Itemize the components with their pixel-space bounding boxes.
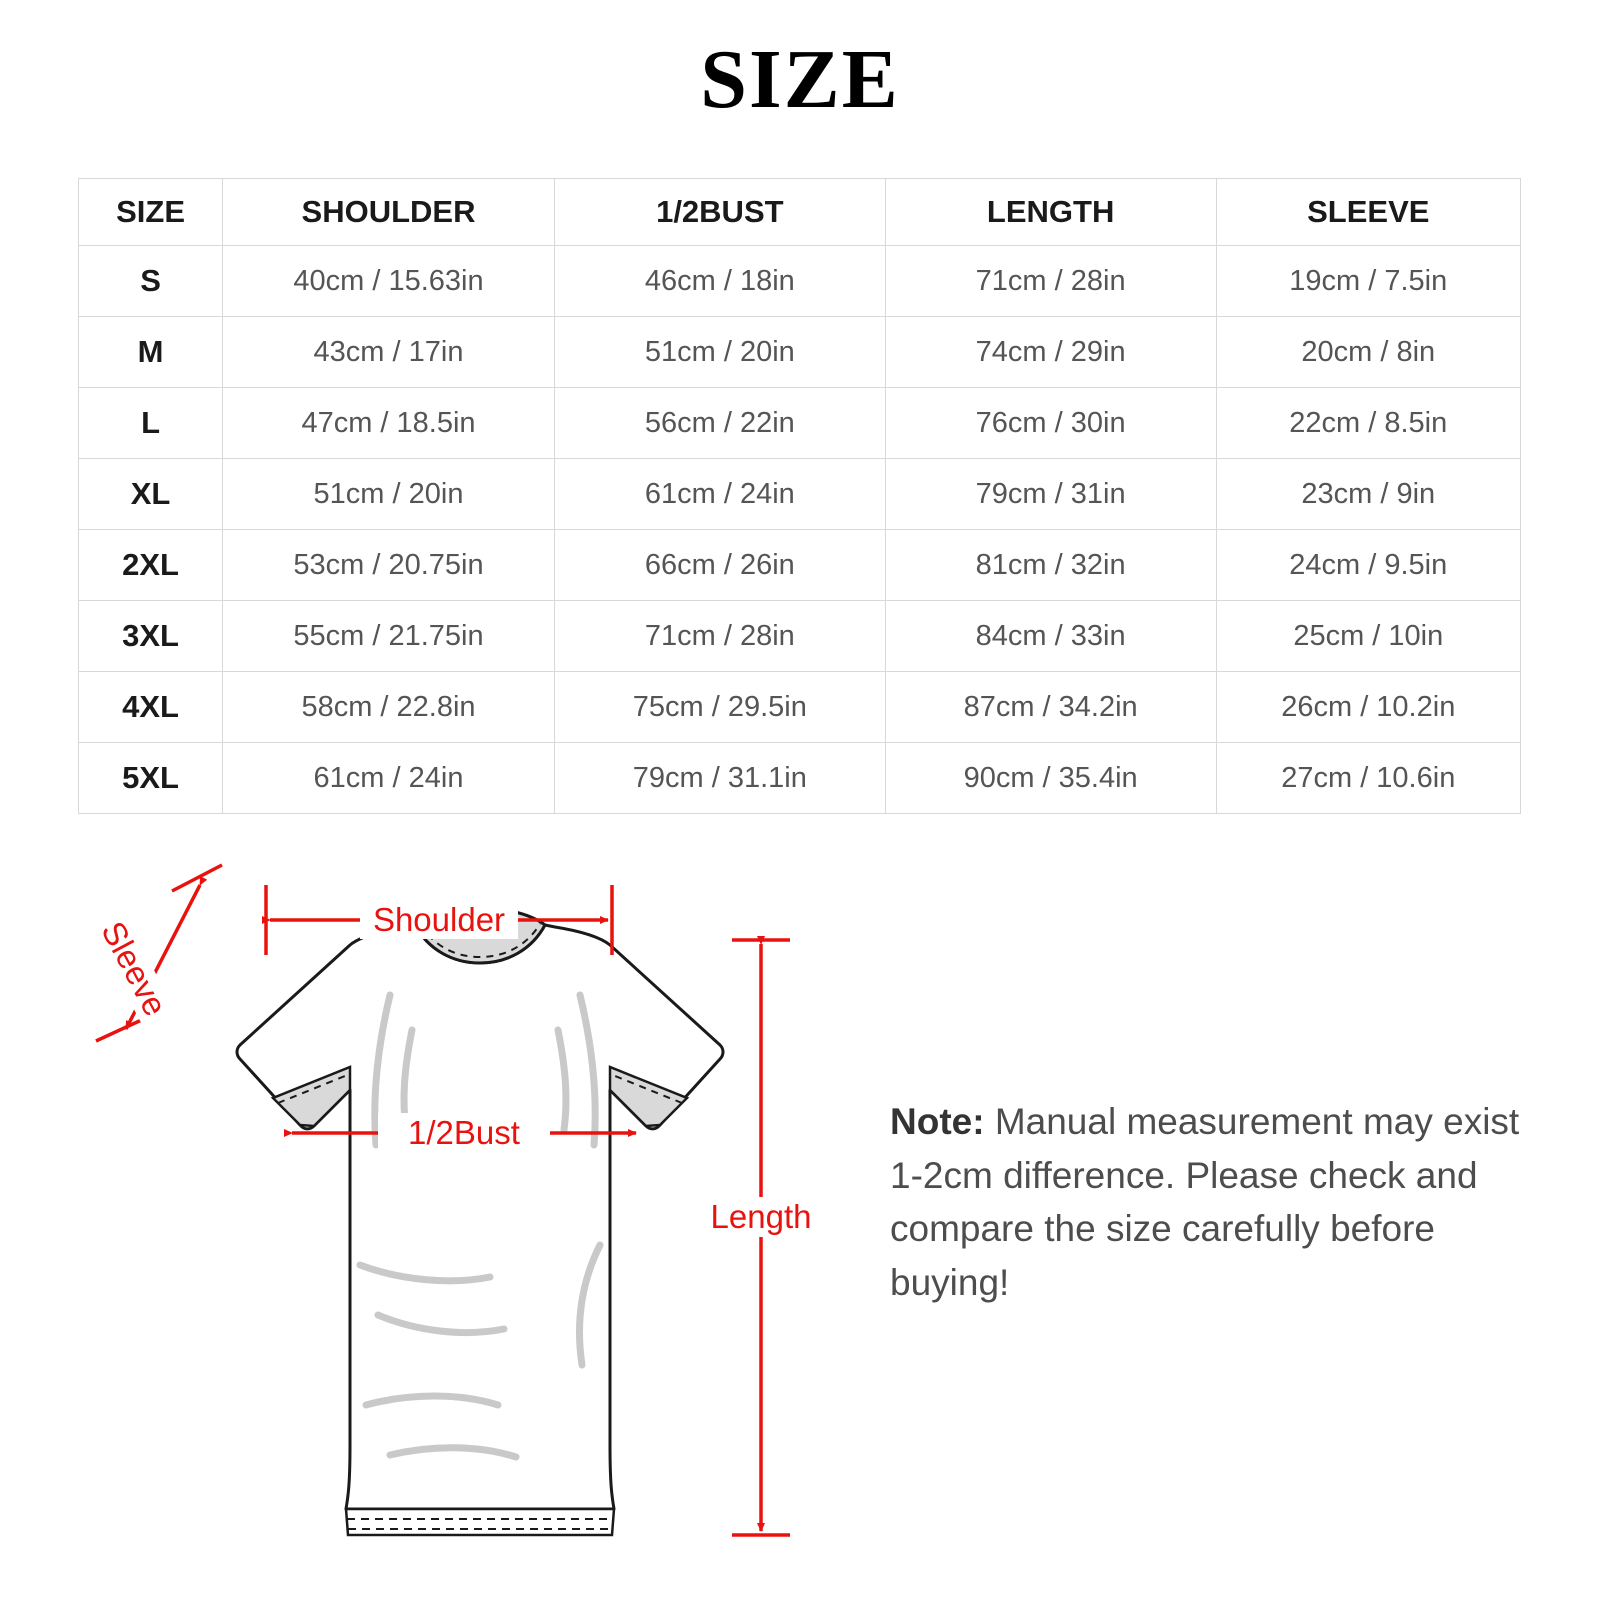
- cell-length: 90cm / 35.4in: [885, 743, 1216, 814]
- sleeve-label-text: Sleeve: [94, 915, 175, 1022]
- column-header-length: LENGTH: [885, 179, 1216, 246]
- cell-shoulder: 47cm / 18.5in: [223, 388, 555, 459]
- cell-size: 4XL: [79, 672, 223, 743]
- cell-sleeve: 23cm / 9in: [1216, 459, 1520, 530]
- cell-length: 71cm / 28in: [885, 246, 1216, 317]
- cell-sleeve: 20cm / 8in: [1216, 317, 1520, 388]
- cell-size: XL: [79, 459, 223, 530]
- column-header-shoulder: SHOULDER: [223, 179, 555, 246]
- cell-bust: 71cm / 28in: [554, 601, 885, 672]
- cell-size: 3XL: [79, 601, 223, 672]
- cell-length: 84cm / 33in: [885, 601, 1216, 672]
- table-row: [79, 672, 1521, 743]
- column-header-size: SIZE: [79, 179, 223, 246]
- cell-sleeve: 22cm / 8.5in: [1216, 388, 1520, 459]
- cell-bust: 51cm / 20in: [554, 317, 885, 388]
- cell-sleeve: 27cm / 10.6in: [1216, 743, 1520, 814]
- cell-length: 87cm / 34.2in: [885, 672, 1216, 743]
- cell-size: L: [79, 388, 223, 459]
- cell-shoulder: 53cm / 20.75in: [223, 530, 555, 601]
- table-row: [79, 459, 1521, 530]
- cell-size: S: [79, 246, 223, 317]
- cell-size: M: [79, 317, 223, 388]
- page-title: SIZE: [700, 33, 900, 126]
- size-chart-table-container: [78, 178, 1521, 814]
- bust-label-text: 1/2Bust: [408, 1114, 520, 1151]
- note-body: Manual measurement may exist 1-2cm difference. Please check and compare the size carefully before buying!: [890, 1101, 1520, 1303]
- table-row: [79, 743, 1521, 814]
- cell-sleeve: 19cm / 7.5in: [1216, 246, 1520, 317]
- table-header-row: [79, 179, 1521, 246]
- cell-sleeve: 25cm / 10in: [1216, 601, 1520, 672]
- cell-size: 5XL: [79, 743, 223, 814]
- table-row: [79, 317, 1521, 388]
- cell-length: 79cm / 31in: [885, 459, 1216, 530]
- cell-bust: 56cm / 22in: [554, 388, 885, 459]
- cell-shoulder: 61cm / 24in: [223, 743, 555, 814]
- cell-sleeve: 26cm / 10.2in: [1216, 672, 1520, 743]
- cell-bust: 79cm / 31.1in: [554, 743, 885, 814]
- note-prefix: Note:: [890, 1101, 985, 1142]
- cell-shoulder: 55cm / 21.75in: [223, 601, 555, 672]
- size-chart-table: [78, 178, 1521, 814]
- cell-shoulder: 43cm / 17in: [223, 317, 555, 388]
- shoulder-label-text: Shoulder: [372, 901, 506, 938]
- cell-shoulder: 40cm / 15.63in: [223, 246, 555, 317]
- tshirt-measurement-diagram: [60, 845, 860, 1575]
- length-label-text: Length: [710, 1198, 812, 1235]
- tshirt-illustration: [237, 908, 723, 1535]
- cell-sleeve: 24cm / 9.5in: [1216, 530, 1520, 601]
- note-text: [890, 1095, 1530, 1310]
- cell-shoulder: 51cm / 20in: [223, 459, 555, 530]
- cell-length: 74cm / 29in: [885, 317, 1216, 388]
- cell-size: 2XL: [79, 530, 223, 601]
- column-header-bust: 1/2BUST: [554, 179, 885, 246]
- cell-bust: 61cm / 24in: [554, 459, 885, 530]
- cell-bust: 46cm / 18in: [554, 246, 885, 317]
- cell-bust: 66cm / 26in: [554, 530, 885, 601]
- cell-length: 81cm / 32in: [885, 530, 1216, 601]
- length-measure-arrow: [732, 940, 790, 1535]
- table-row: [79, 246, 1521, 317]
- cell-length: 76cm / 30in: [885, 388, 1216, 459]
- cell-shoulder: 58cm / 22.8in: [223, 672, 555, 743]
- table-row: [79, 530, 1521, 601]
- cell-bust: 75cm / 29.5in: [554, 672, 885, 743]
- table-row: [79, 388, 1521, 459]
- column-header-sleeve: SLEEVE: [1216, 179, 1520, 246]
- table-row: [79, 601, 1521, 672]
